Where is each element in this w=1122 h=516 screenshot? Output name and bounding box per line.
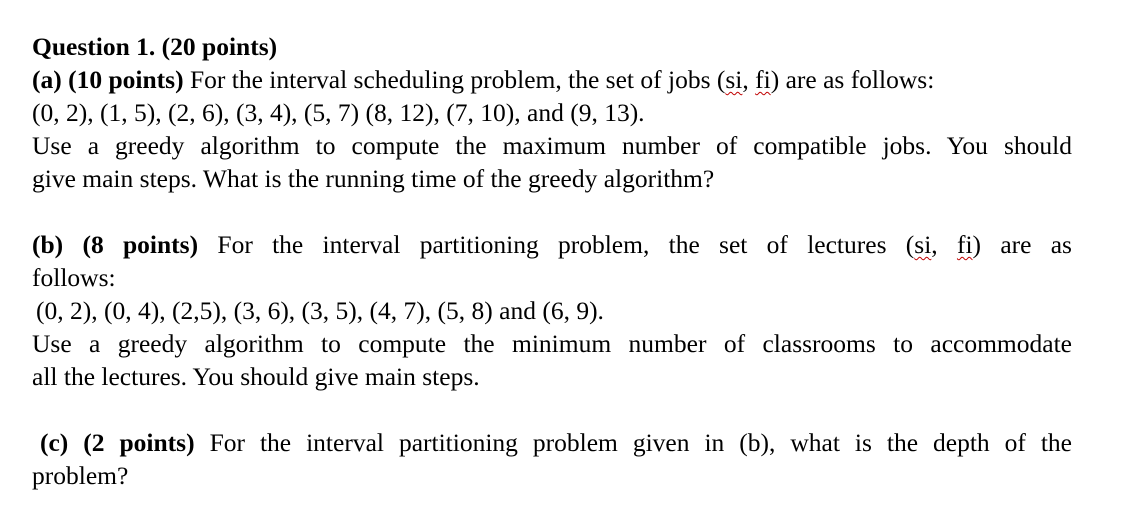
part-b-task-line-2: all the lectures. You should give main steps. — [32, 362, 480, 391]
part-b-intro-end: ) are as — [972, 230, 1072, 259]
part-a-separator: , — [742, 65, 756, 94]
part-b-label: (b) (8 points) — [32, 230, 199, 259]
part-c-text-1: For the interval partitioning problem given in (b), what is the depth of the — [194, 428, 1072, 457]
part-b-intro-text: For the interval partitioning problem, the set of lectures ( — [198, 230, 915, 259]
part-a-intro-line — [32, 63, 1072, 96]
part-c-line-2: problem? — [32, 461, 129, 490]
part-a-task-line-2: give main steps. What is the running time of the greedy algorithm? — [32, 164, 715, 193]
part-a-intro-text: For the interval scheduling problem, the set of jobs ( — [183, 65, 726, 94]
part-b-separator: , — [931, 230, 957, 259]
part-a-f-variable: fi — [755, 65, 771, 94]
part-a-intro-end: ) are as follows: — [770, 65, 935, 94]
part-b-intro-line — [32, 228, 1072, 261]
part-b-task-line-1: Use a greedy algorithm to compute the minimum number of classrooms to accommodate — [32, 329, 1072, 358]
part-b-intro-continued: follows: — [32, 263, 116, 292]
part-b-f-variable: fi — [956, 230, 973, 259]
part-c-label: (c) (2 points) — [40, 428, 195, 457]
question-title: Question 1. (20 points) — [32, 32, 278, 61]
part-a-s-variable: si — [725, 65, 743, 94]
part-c-line-1 — [40, 426, 1072, 459]
part-b-lectures-list: (0, 2), (0, 4), (2,5), (3, 6), (3, 5), (4, 7), (5, 8) and (6, 9). — [36, 296, 604, 325]
question-heading — [32, 30, 1072, 63]
part-a-task-line-1: Use a greedy algorithm to compute the maximum number of compatible jobs. You should — [32, 131, 1072, 160]
part-a-label: (a) (10 points) — [32, 65, 184, 94]
part-a-jobs-list: (0, 2), (1, 5), (2, 6), (3, 4), (5, 7) (8, 12), (7, 10), and (9, 13). — [32, 98, 645, 127]
part-b-s-variable: si — [914, 230, 932, 259]
